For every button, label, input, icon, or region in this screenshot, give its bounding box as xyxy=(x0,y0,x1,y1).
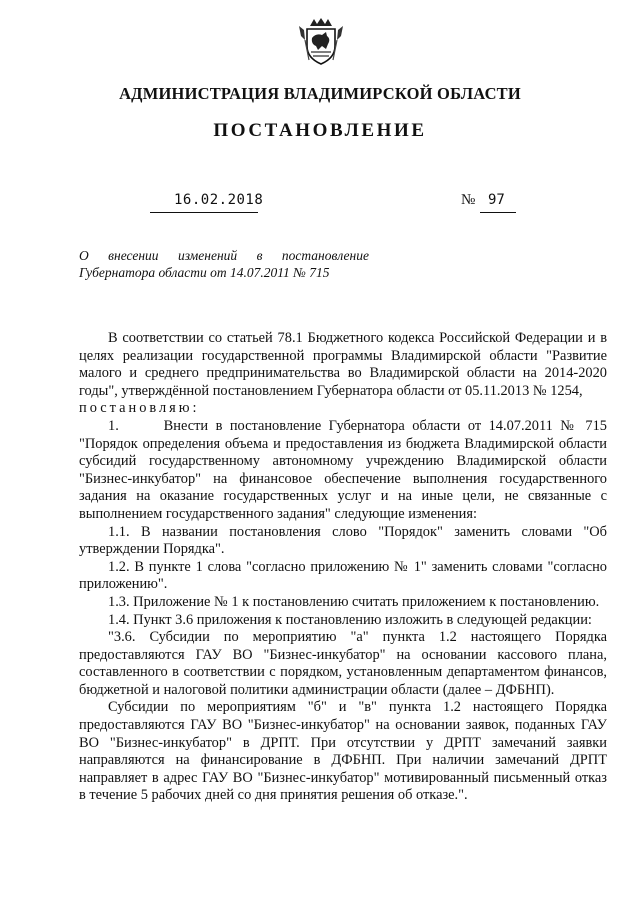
subject-word: постановление xyxy=(281,248,369,263)
paragraph-subsidies: Субсидии по мероприятиям "б" и "в" пункта 1.2 настоящего Порядка предоставляются ГАУ ВО "Бизнес-инкубатор" на основании заявок, поданных ГАУ ВО "Бизнес-инкубатор" в ДРПТ. При отсутствии у ДРПТ замечаний заявки направляются на финансирование в ДФБНП. При наличии замечаний ДРПТ направляет в адрес ГАУ ВО "Бизнес-инкубатор" мотивированный письменный отказ в течение 5 рабочих дней со дня принятия решения об отказе.". xyxy=(79,699,607,804)
subject-word: в xyxy=(256,248,263,263)
number-label: № xyxy=(461,192,476,208)
paragraph-1-3: 1.3. Приложение № 1 к постановлению считать приложением к постановлению. xyxy=(108,593,600,610)
organization-title: АДМИНИСТРАЦИЯ ВЛАДИМИРСКОЙ ОБЛАСТИ xyxy=(119,84,521,103)
subject-word: изменений xyxy=(177,248,238,263)
coat-of-arms-icon xyxy=(298,16,344,66)
document-subject xyxy=(79,247,369,281)
subject-line-1 xyxy=(79,247,369,264)
paragraph-3-6: "3.6. Субсидии по мероприятию "а" пункта 1.2 настоящего Порядка предоставляются ГАУ ВО "Бизнес-инкубатор" на основании кассового плана, составленного в соответствии с порядком, установленным департаментом финансов, бюджетной и налоговой политики администрации области (далее – ДФБНП). xyxy=(79,629,607,698)
document-number: 97 xyxy=(488,192,505,208)
subject-word: О xyxy=(79,248,89,263)
intro-paragraph: В соответствии со статьей 78.1 Бюджетного кодекса Российской Федерации и в целях реализации государственной программы Владимирской области "Развитие малого и среднего предпринимательства во Владимирской области на 2014-2020 годы", утверждённой постановлением Губернатора области от 05.11.2013 № 1254, xyxy=(79,330,607,399)
document-body xyxy=(79,330,611,805)
decree-word: постановляю: xyxy=(79,400,200,417)
paragraph-1-2: 1.2. В пункте 1 слова "согласно приложению № 1" заменить словами "согласно приложению". xyxy=(79,558,607,593)
paragraph-1: 1. Внести в постановление Губернатора области от 14.07.2011 № 715 "Порядок определения объема и предоставления из бюджета Владимирской области субсидий государственному автономному учреждению Владимирской области "Бизнес-инкубатор" на финансовое обеспечение выполнения государственного задания на оказание государственных услуг и на иные цели, не связанные с выполнением государственного задания" следующие изменения: xyxy=(79,417,611,522)
paragraph-1-4: 1.4. Пункт 3.6 приложения к постановлению изложить в следующей редакции: xyxy=(108,611,592,628)
document-date: 16.02.2018 xyxy=(174,192,264,208)
paragraph-1-1: 1.1. В названии постановления слово "Порядок" заменить словами "Об утверждении Порядка". xyxy=(79,523,607,558)
subject-line-2: Губернатора области от 14.07.2011 № 715 xyxy=(79,265,330,280)
subject-word: внесении xyxy=(108,248,159,263)
document-type-title: ПОСТАНОВЛЕНИЕ xyxy=(213,120,427,141)
